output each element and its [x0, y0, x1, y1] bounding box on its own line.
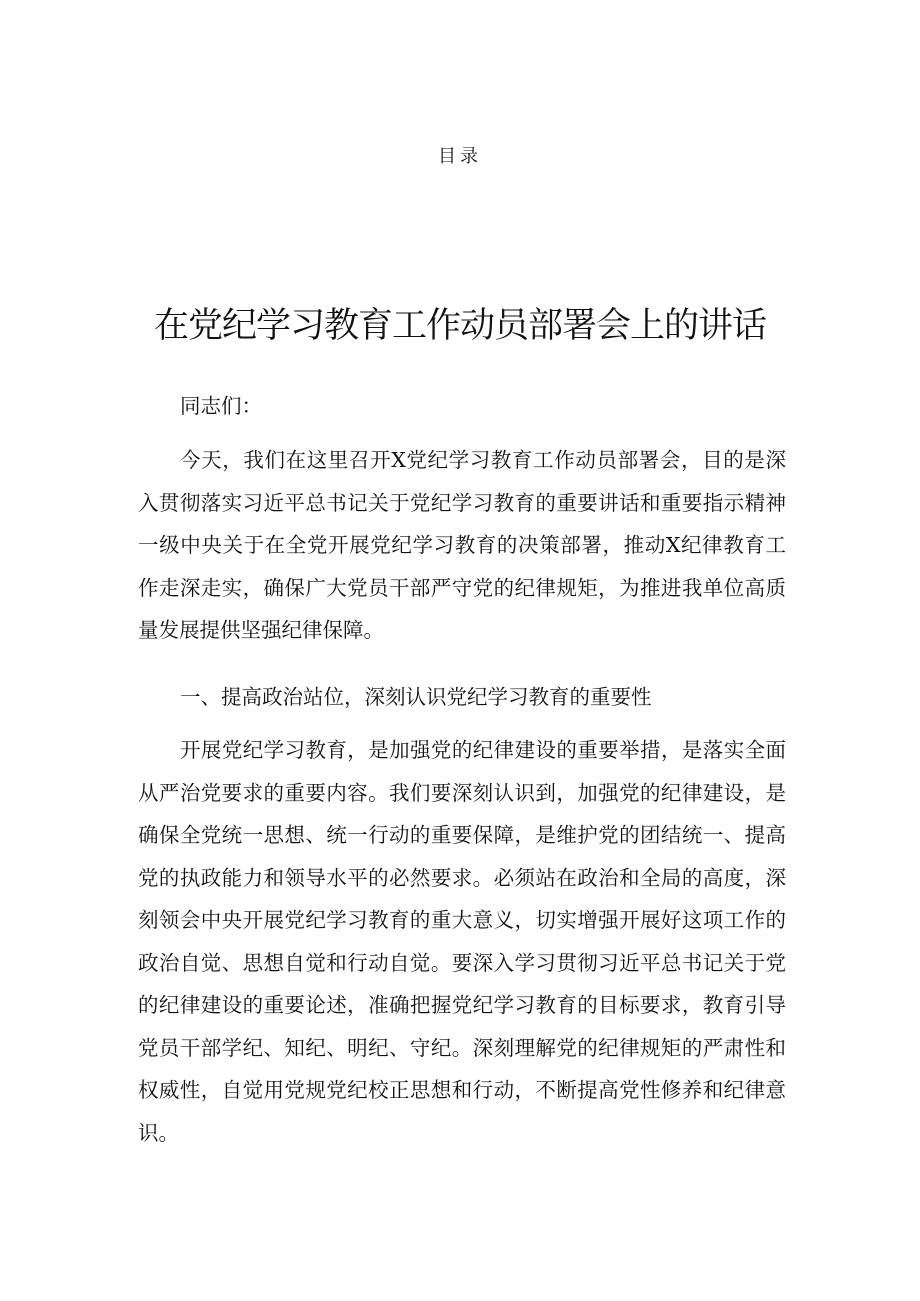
greeting: 同志们：: [180, 394, 262, 418]
intro-paragraph: 今天，我们在这里召开X党纪学习教育工作动员部署会，目的是深入贯彻落实习近平总书记关于党纪学习教育的重要讲话和重要指示精神一级中央关于在全党开展党纪学习教育的决策部署，推动X纪律教育工作走深走实，确保广大党员干部严守党的纪律规矩，为推进我单位高质量发展提供坚强纪律保障。: [138, 448, 786, 642]
speech-title: 在党纪学习教育工作动员部署会上的讲话: [153, 306, 766, 346]
section-1-paragraph: 开展党纪学习教育，是加强党的纪律建设的重要举措，是落实全面从严治党要求的重要内容。我们要深刻认识到，加强党的纪律建设，是确保全党统一思想、统一行动的重要保障，是维护党的团结统一、提高党的执政能力和领导水平的必然要求。必须站在政治和全局的高度，深刻领会中央开展党纪学习教育的重大意义，切实增强开展好这项工作的政治自觉、思想自觉和行动自觉。要深入学习贯彻习近平总书记关于党的纪律建设的重要论述，准确把握党纪学习教育的目标要求，教育引导党员干部学纪、知纪、明纪、守纪。深刻理解党的纪律规矩的严肃性和权威性，自觉用党规党纪校正思想和行动，不断提高党性修养和纪律意识。: [138, 738, 786, 1145]
toc-heading: 目录: [438, 146, 482, 167]
section-heading-1: 一、提高政治站位，深刻认识党纪学习教育的重要性: [180, 685, 652, 709]
